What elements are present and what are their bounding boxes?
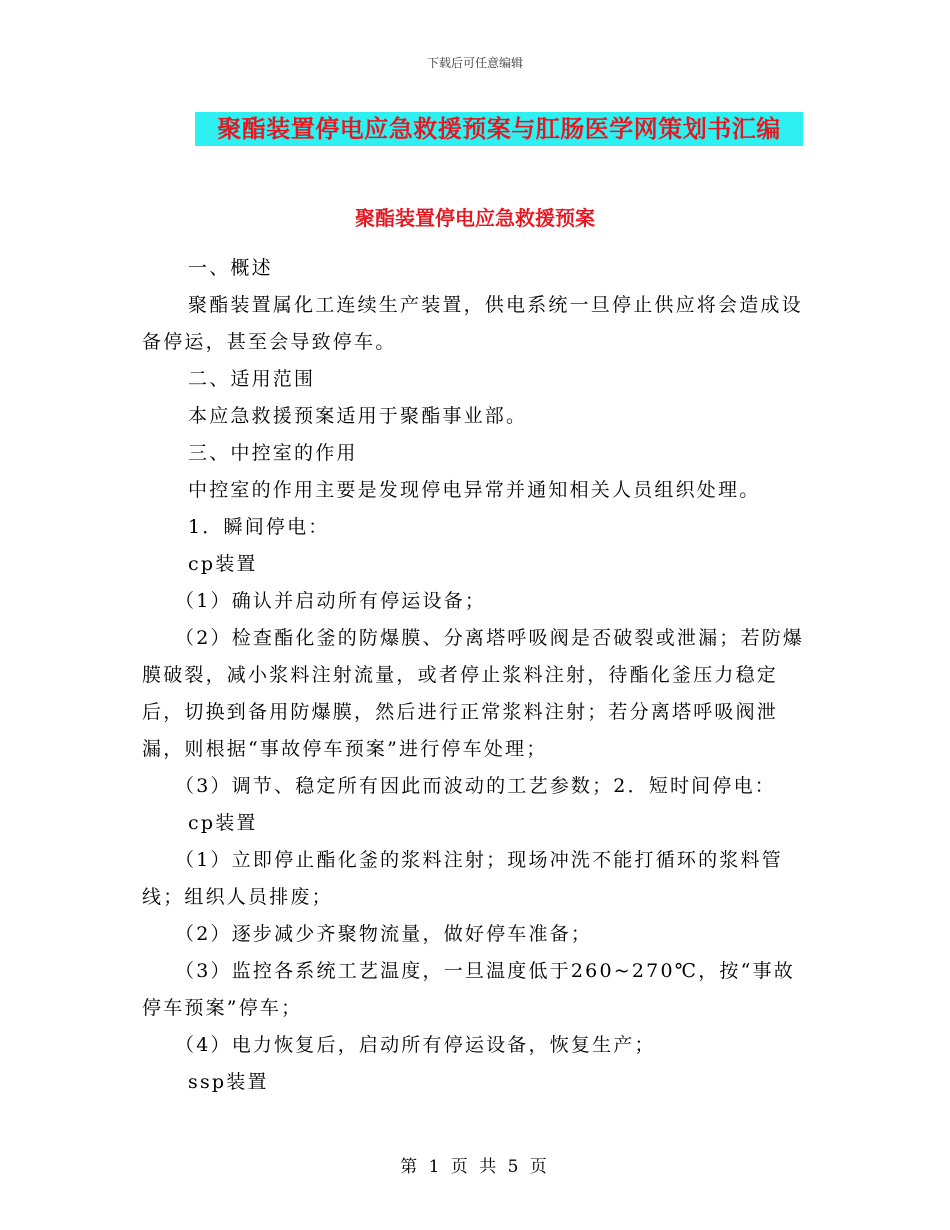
subheading-cp-unit: cp装置: [188, 812, 258, 834]
list-item: （1）确认并启动所有停运设备；: [175, 590, 487, 612]
list-item: （3）监控各系统工艺温度，一旦温度低于260~270℃，按“事故停车预案”停车；: [142, 960, 795, 1019]
document-title: 聚酯装置停电应急救援预案与肛肠医学网策划书汇编: [195, 112, 803, 146]
page-number: 第 1 页 共 5 页: [400, 1157, 550, 1177]
paragraph-scope: 本应急救援预案适用于聚酯事业部。: [188, 405, 528, 427]
subheading-cp-unit: cp装置: [188, 553, 258, 575]
section-title: 聚酯装置停电应急救援预案: [355, 206, 595, 230]
list-item: （1）立即停止酯化釜的浆料注射；现场冲洗不能打循环的浆料管线；组织人员排废；: [142, 849, 783, 908]
paragraph-control-room: 中控室的作用主要是发现停电异常并通知相关人员组织处理。: [188, 479, 761, 501]
heading-overview: 一、概述: [188, 257, 273, 279]
paragraph-overview: 聚酯装置属化工连续生产装置，供电系统一旦停止供应将会造成设备停运，甚至会导致停车。: [142, 294, 803, 353]
heading-control-room: 三、中控室的作用: [188, 442, 358, 464]
list-item: （2）检查酯化釜的防爆膜、分离塔呼吸阀是否破裂或泄漏；若防爆膜破裂，减小浆料注射流量，或者停止浆料注射，待酯化釜压力稳定后，切换到备用防爆膜，然后进行正常浆料注射；若分离塔呼吸阀泄漏，则根据“事故停车预案”进行停车处理；: [142, 627, 805, 760]
list-item: （4）电力恢复后，启动所有停运设备，恢复生产；: [175, 1034, 656, 1056]
document-body: [142, 250, 810, 1101]
heading-scope: 二、适用范围: [188, 368, 316, 390]
list-item: （3）调节、稳定所有因此而波动的工艺参数；2．短时间停电：: [175, 775, 776, 797]
heading-momentary-outage: 1．瞬间停电：: [188, 516, 330, 538]
header-note: 下载后可任意编辑: [426, 56, 523, 70]
list-item: （2）逐步减少齐聚物流量，做好停车准备；: [175, 923, 593, 945]
subheading-ssp-unit: ssp装置: [188, 1071, 269, 1093]
